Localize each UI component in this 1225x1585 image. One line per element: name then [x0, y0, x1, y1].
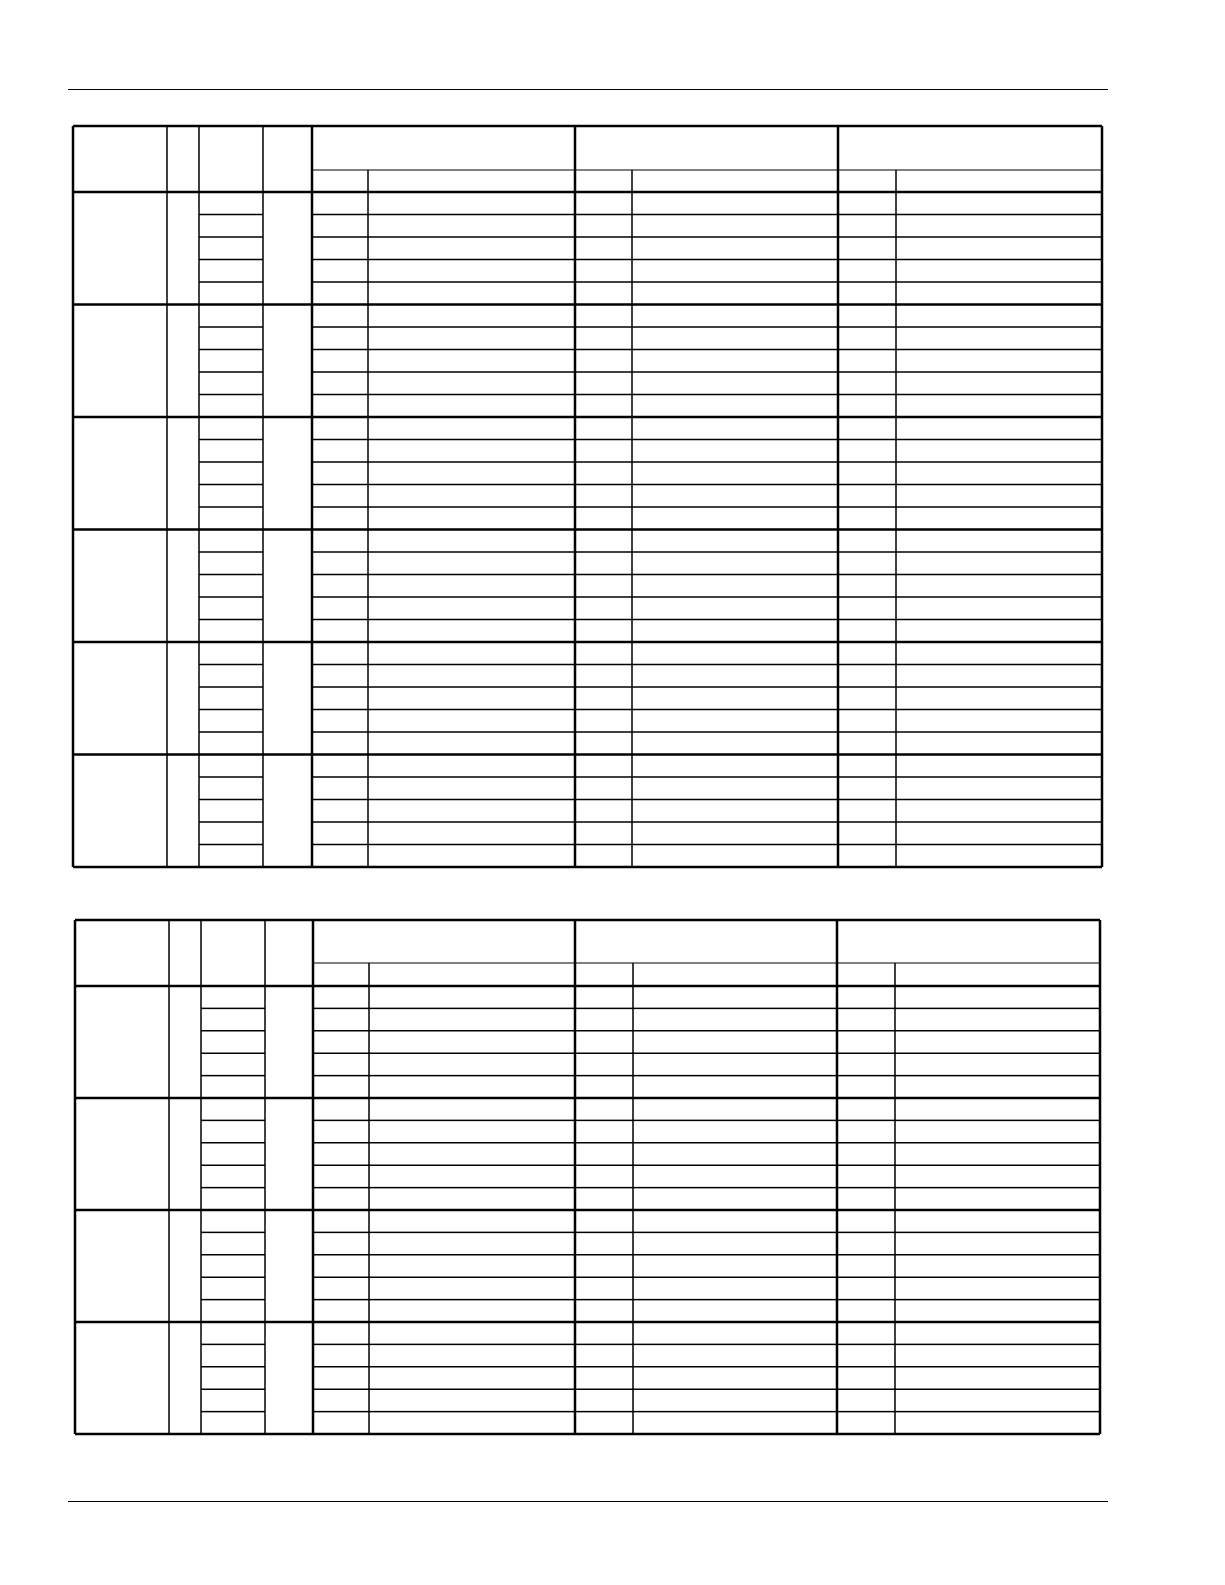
- form-upper-table: [73, 126, 1102, 867]
- form-lower-table: [75, 920, 1100, 1434]
